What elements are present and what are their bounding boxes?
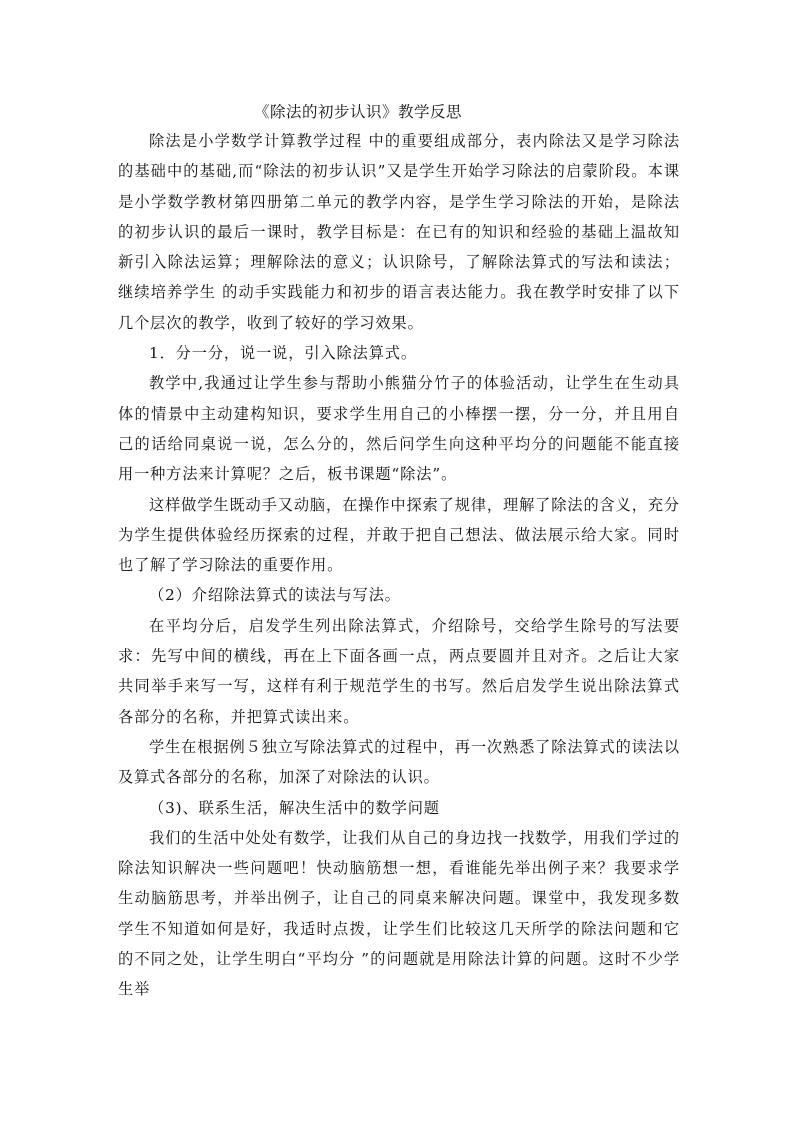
section-heading-1: 1．分一分，说一说，引入除法算式。: [149, 344, 417, 363]
section-heading-3: （3)、联系生活，解决生活中的数学问题: [149, 798, 440, 817]
paragraph-reflection: 这样做学生既动手又动脑，在操作中探索了规律，理解了除法的含义，充分为学生提供体验经历探索的过程，并敢于把自己想法、做法展示给大家。同时也了解了学习除法的重要作用。: [118, 495, 680, 575]
section-heading-2: （2）介绍除法算式的读法与写法。: [149, 586, 401, 605]
paragraph-writing: 在平均分后，启发学生列出除法算式，介绍除号，交给学生除号的写法要求：先写中间的横线，再在上下面各画一点，两点要圆并且对齐。之后让大家共同举手来写一写，这样有利于规范学生的书写。然后启发学生说出除法算式各部分的名称，并把算式读出来。: [118, 616, 680, 726]
paragraph-example: 学生在根据例５独立写除法算式的过程中，再一次熟悉了除法算式的读法以及算式各部分的名称，加深了对除法的认识。: [118, 737, 680, 787]
document-title: 《除法的初步认识》教学反思: [254, 103, 463, 121]
paragraph-intro: 除法是小学数学计算教学过程 中的重要组成部分，表内除法又是学习除法的基础中的基础,而“除法的初步认识”又是学生开始学习除法的启蒙阶段。本课是小学数学教材第四册第二单元的教学内容，是学生学习除法的开始，是除法的初步认识的最后一课时，教学目标是：在已有的知识和经验的基础上温故知新引入除法运算；理解除法的意义；认识除号，了解除法算式的写法和读法；继续培养学生 的动手实践能力和初步的语言表达能力。我在教学时安排了以下几个层次的教学，收到了较好的学习效果。: [118, 132, 680, 332]
document-page: [118, 98, 680, 1005]
paragraph-activity: 教学中,我通过让学生参与帮助小熊猫分竹子的体验活动，让学生在生动具体的情景中主动建构知识，要求学生用自己的小棒摆一摆，分一分，并且用自己的话给同桌说一说，怎么分的，然后问学生向这种平均分的问题能不能直接用一种方法来计算呢？之后，板书课题“除法”。: [118, 374, 680, 484]
paragraph-life: 我们的生活中处处有数学，让我们从自己的身边找一找数学，用我们学过的除法知识解决一些问题吧！快动脑筋想一想，看谁能先举出例子来？我要求学生动脑筋思考，并举出例子，让自己的同桌来解决问题。课堂中，我发现多数学生不知道如何是好，我适时点拨，让学生们比较这几天所学的除法问题和它的不同之处，让学生明白“平均分 ”的问题就是用除法计算的问题。这时不少学生举: [118, 828, 680, 999]
